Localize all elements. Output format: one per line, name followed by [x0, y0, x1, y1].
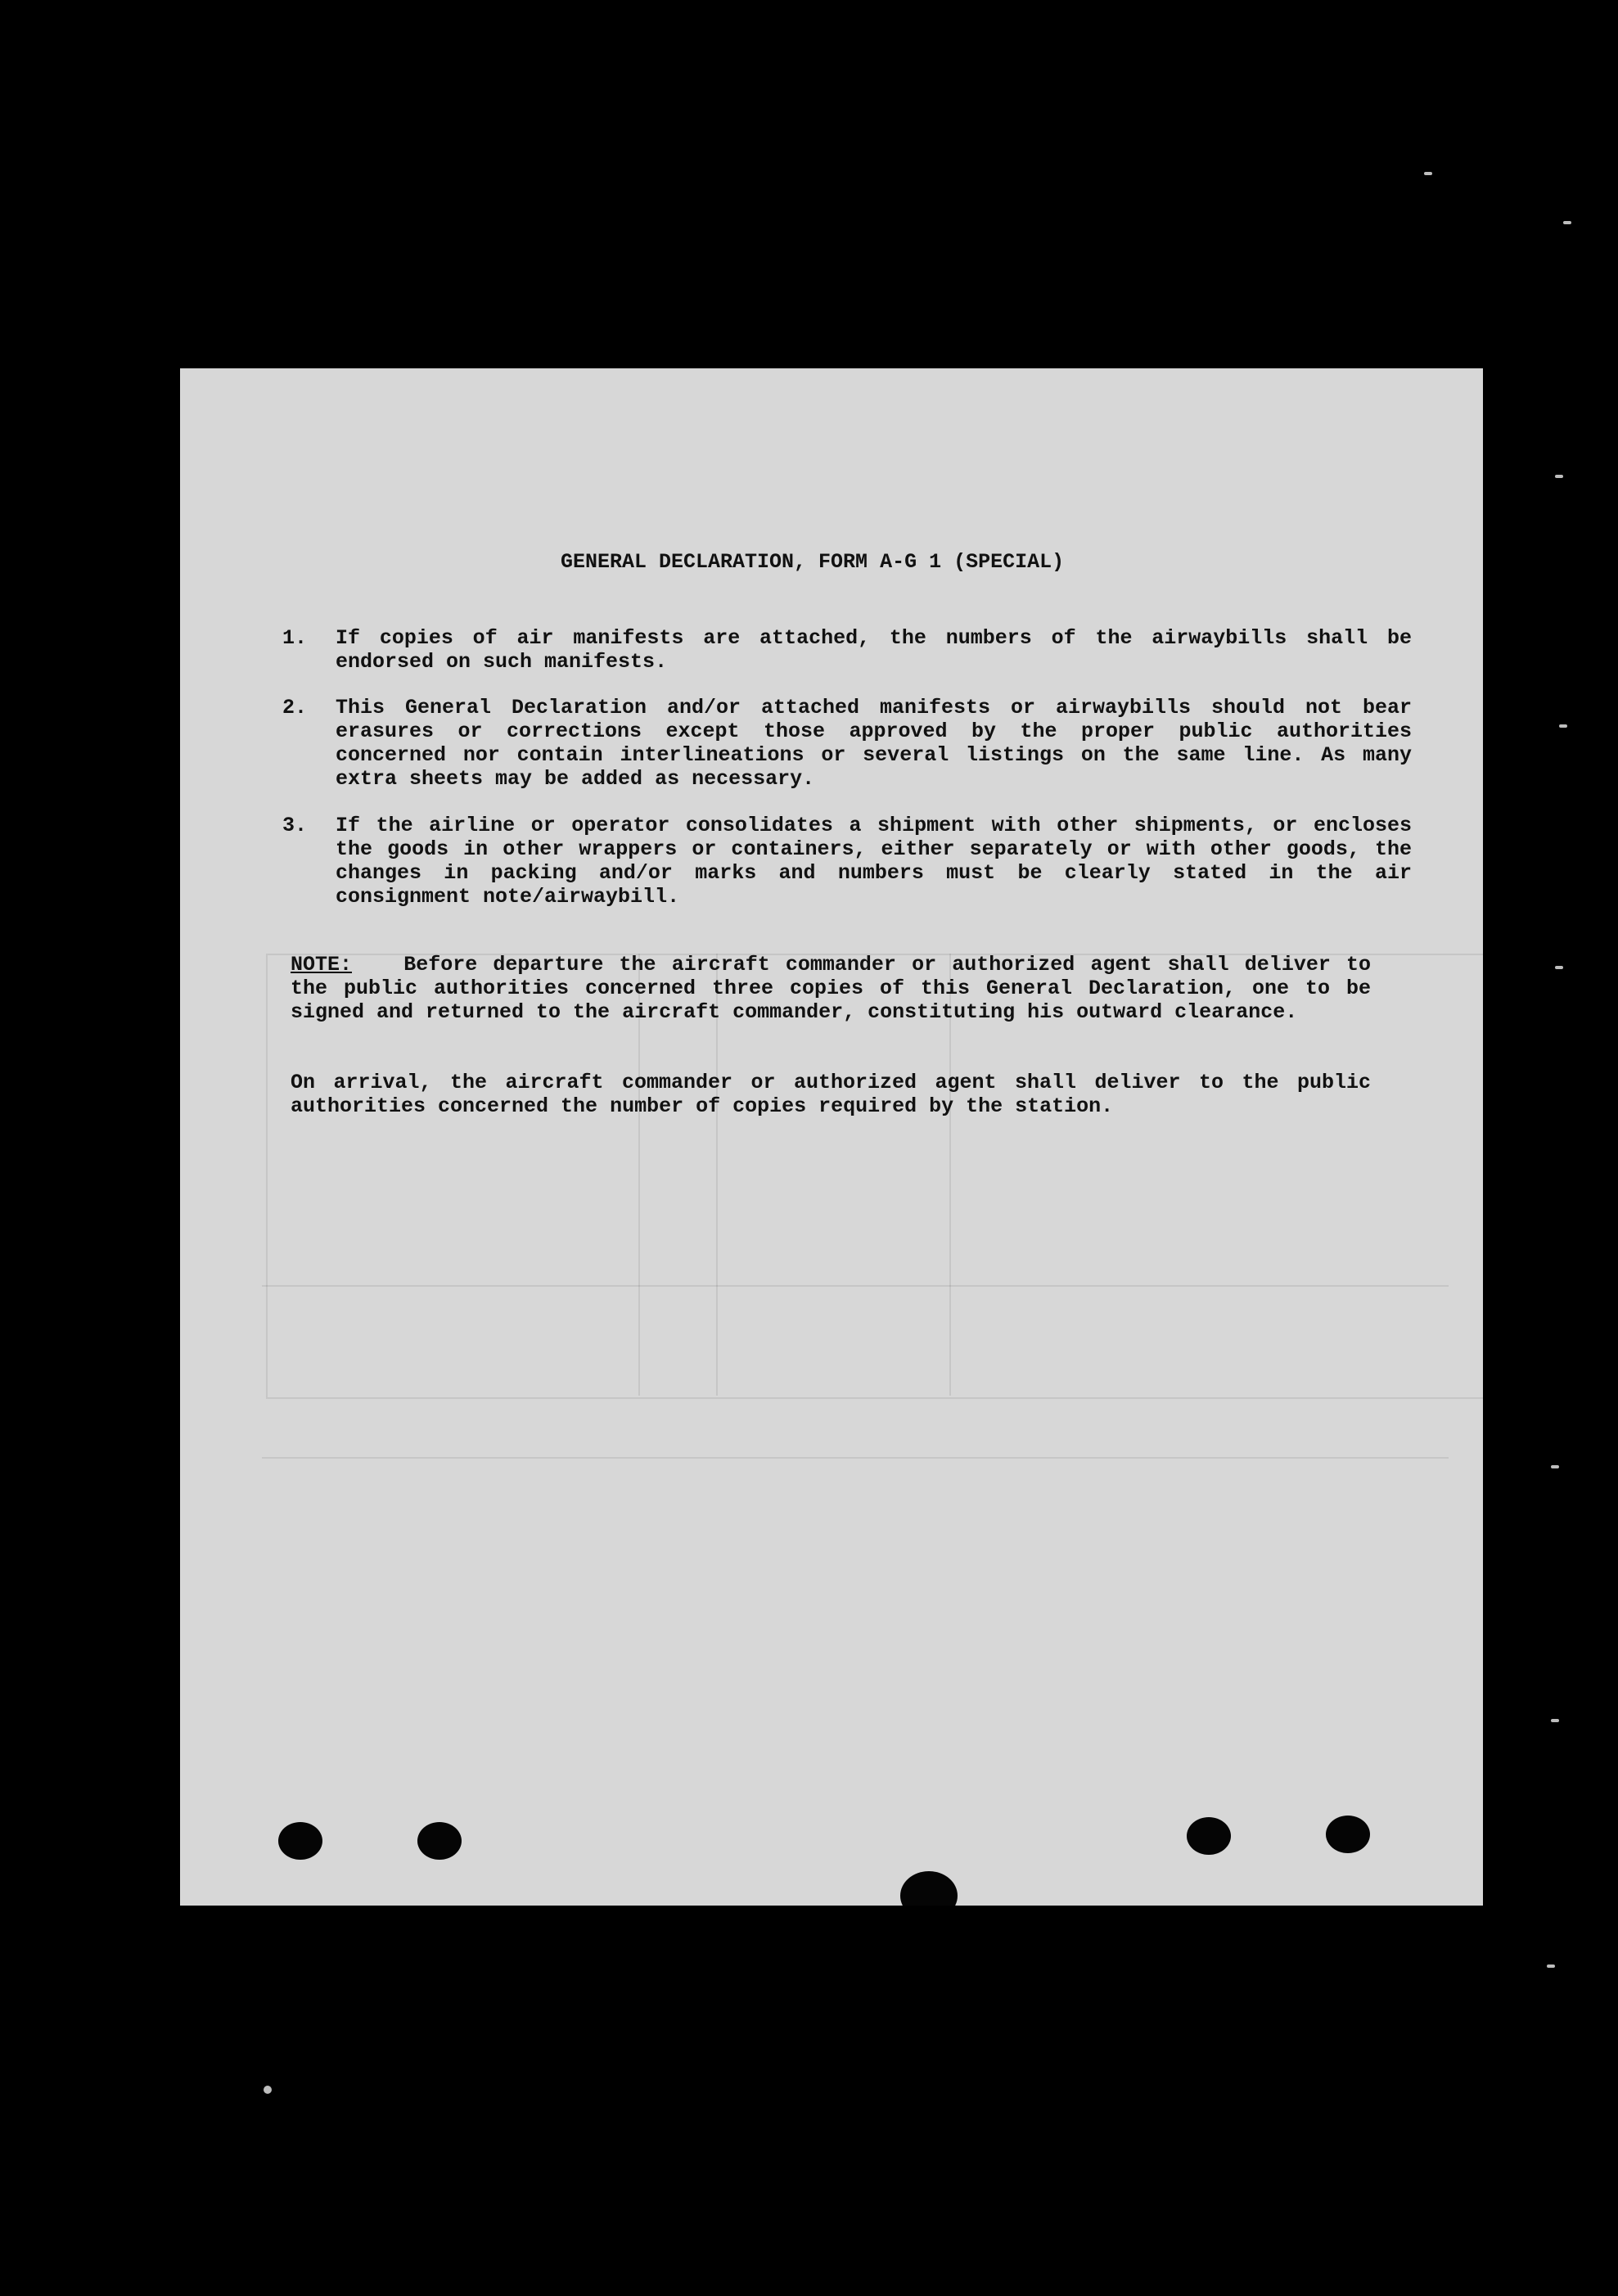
punch-hole: [1187, 1817, 1231, 1855]
bleed-through-line: [262, 1457, 1449, 1459]
scan-speck: [1551, 1465, 1559, 1468]
item-number: 2.: [282, 696, 308, 719]
scan-speck: [1555, 966, 1563, 969]
scan-speck: [1424, 172, 1432, 175]
document-page: [180, 368, 1483, 1906]
scan-speck: [1559, 724, 1567, 728]
punch-hole: [1326, 1816, 1370, 1853]
punch-hole: [900, 1871, 958, 1906]
note-text: Before departure the aircraft commander or authorized agent shall deliver to the public authorities concerned three copies of this General Declaration, one to be signed and returned to the aircraft commander, constituting his outward clearance.: [291, 953, 1371, 1024]
note-label: NOTE:: [291, 953, 353, 977]
item-number: 1.: [282, 626, 308, 650]
scan-speck: [1555, 475, 1563, 478]
item-text: If copies of air manifests are attached, the numbers of the airwaybills shall be endorsed on such manifests.: [336, 626, 1412, 674]
scan-speck: [1547, 1964, 1555, 1968]
bleed-through-line: [262, 1285, 1449, 1287]
document-title: GENERAL DECLARATION, FORM A-G 1 (SPECIAL): [561, 550, 1065, 574]
arrival-paragraph: On arrival, the aircraft commander or authorized agent shall deliver to the public authorities concerned the number of copies required by the station.: [291, 1071, 1371, 1118]
punch-hole: [417, 1822, 462, 1860]
note-paragraph: [291, 953, 1371, 1024]
scan-speck: [1551, 1719, 1559, 1722]
item-number: 3.: [282, 814, 308, 837]
punch-hole: [278, 1822, 322, 1860]
scan-speck: [1563, 221, 1571, 224]
scan-speck: [264, 2086, 272, 2094]
item-text: If the airline or operator consolidates a shipment with other shipments, or encloses the goods in other wrappers or containers, either separately or with other goods, the changes in packing and/or marks and numbers must be clearly stated in the air consignment note/airwaybill.: [336, 814, 1412, 909]
item-text: This General Declaration and/or attached manifests or airwaybills should not bear erasures or corrections except those approved by the proper public authorities concerned nor contain interlineations or several listings on the same line. As many extra sheets may be added as necessary.: [336, 696, 1412, 791]
